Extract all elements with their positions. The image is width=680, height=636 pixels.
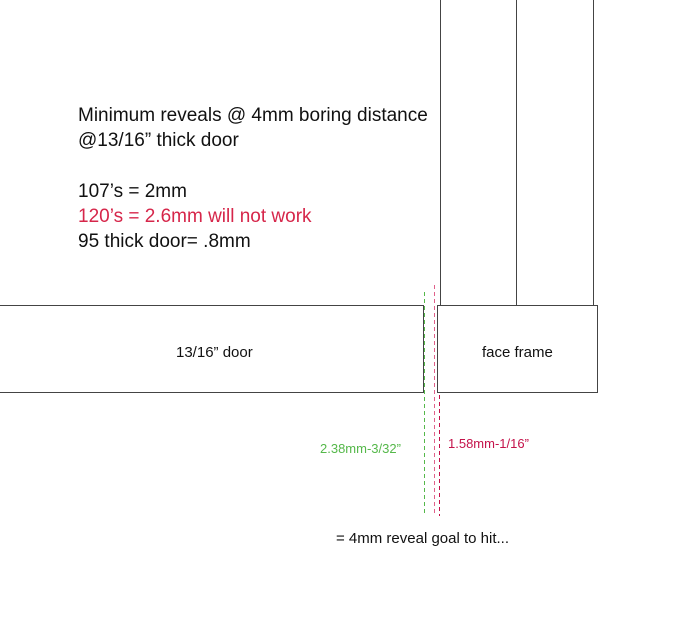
reveal-goal-text: = 4mm reveal goal to hit... — [336, 530, 509, 547]
spec-120-warning: 120’s = 2.6mm will not work — [78, 206, 312, 227]
spec-95: 95 thick door= .8mm — [78, 231, 251, 252]
heading-door-thickness: @13/16” thick door — [78, 130, 239, 151]
heading-boring-distance: Minimum reveals @ 4mm boring distance — [78, 105, 428, 126]
spec-107: 107’s = 2mm — [78, 181, 187, 202]
door-label: 13/16” door — [176, 344, 253, 361]
dimension-red-label: 1.58mm-1/16” — [448, 436, 529, 451]
face-frame-label: face frame — [482, 344, 553, 361]
dimension-green-label: 2.38mm-3/32” — [320, 441, 401, 456]
